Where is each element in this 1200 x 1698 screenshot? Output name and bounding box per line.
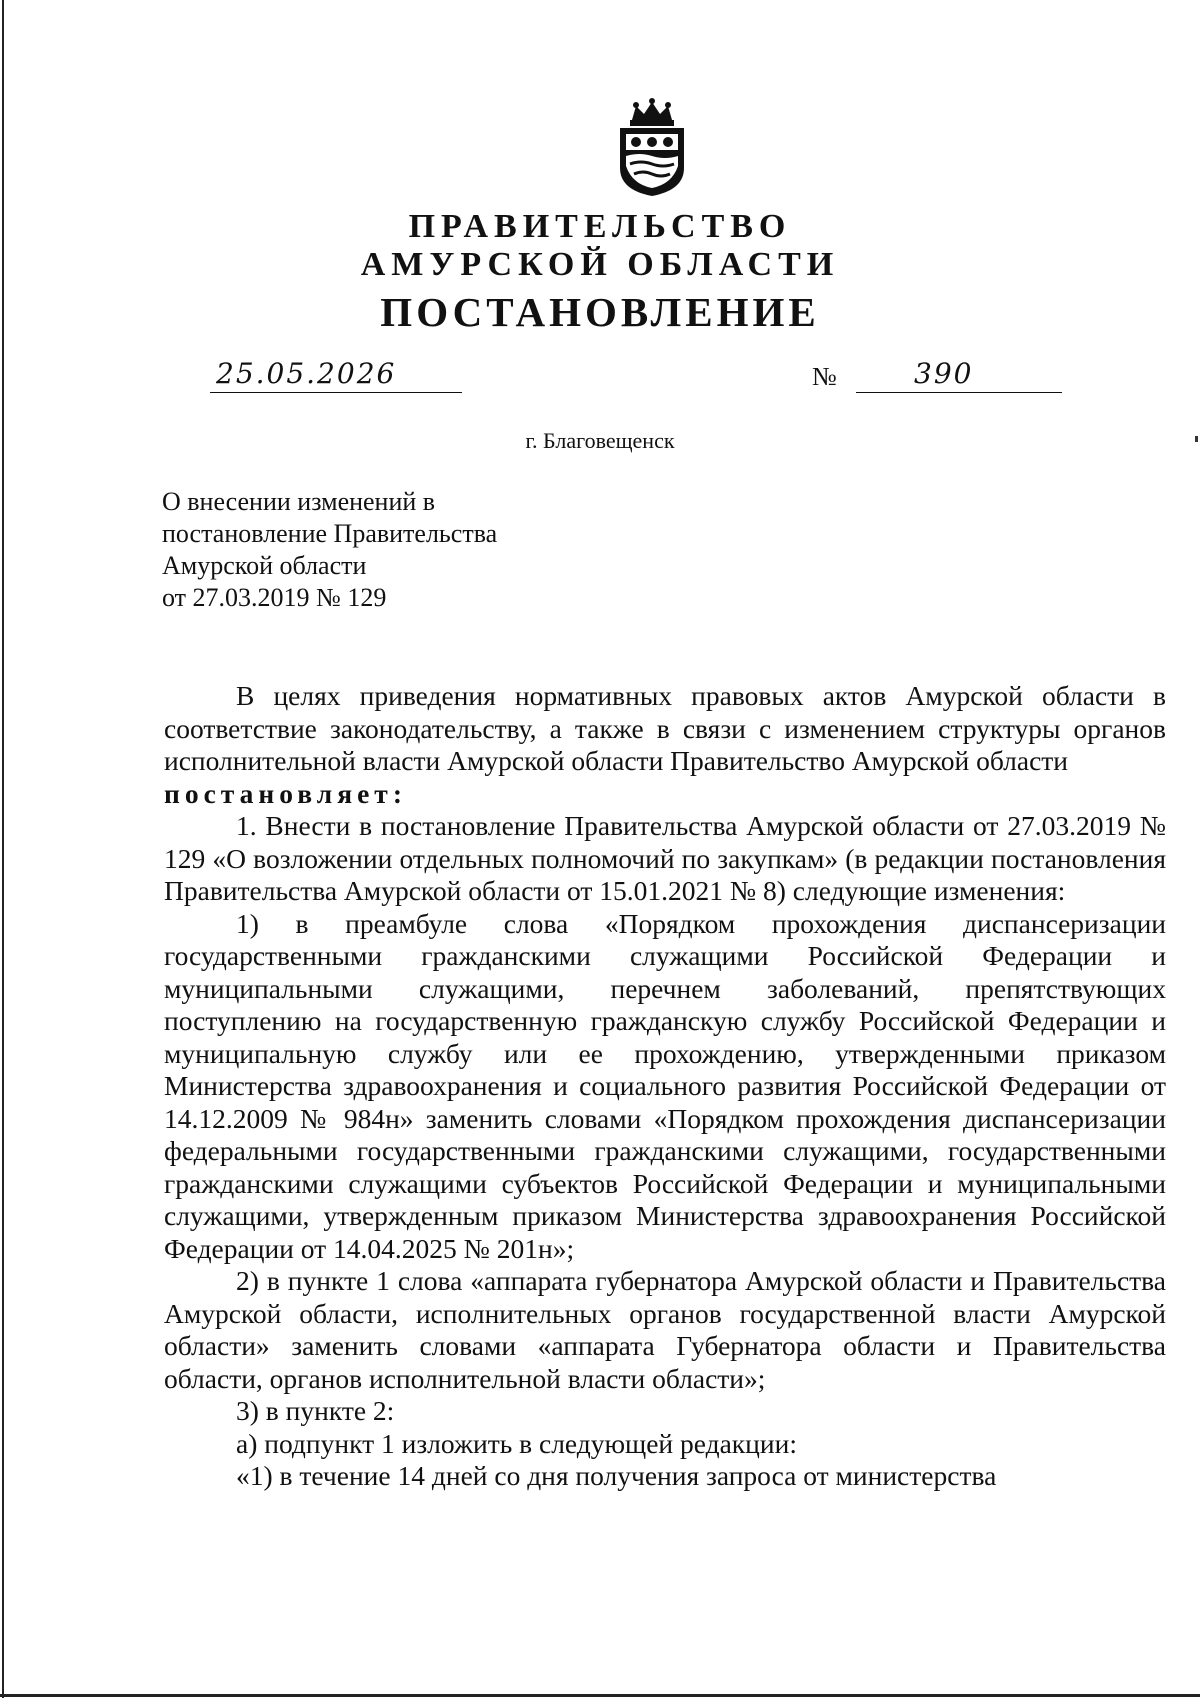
handwritten-number: 390 <box>914 357 974 390</box>
document-subject <box>162 486 497 614</box>
subject-line: от 27.03.2019 № 129 <box>162 583 387 612</box>
subject-line: постановление Правительства <box>162 519 498 548</box>
quoted-text-start: «1) в течение 14 дней со дня получения запроса от министерства <box>236 1460 997 1491</box>
document-body <box>164 680 1166 1493</box>
preamble-paragraph: В целях приведения нормативных правовых актов Амурской области в соответствие законодательству, а также в связи с изменением структуры органов исполнительной власти Амурской области Правительство Амурской области <box>164 680 1166 776</box>
subject-line: О внесении изменений в <box>162 487 436 516</box>
coat-of-arms-icon <box>612 98 692 198</box>
number-field <box>856 358 1062 393</box>
handwritten-date: 25.05.2026 <box>216 357 397 390</box>
org-name-line2: АМУРСКОЙ ОБЛАСТИ <box>360 246 840 283</box>
item-1-paragraph: 1. Внести в постановление Правительства Амурской области от 27.03.2019 № 129 «О возложении отдельных полномочий по закупкам» (в редакции постановления Правительства Амурской области от 15.01.2021 № 8) следующие изменения: <box>164 810 1166 906</box>
resolves-word: постановляет: <box>164 777 407 809</box>
org-name-line1: ПРАВИТЕЛЬСТВО <box>408 208 792 245</box>
date-field <box>210 358 462 393</box>
subitem-1-paragraph: 1) в преамбуле слова «Порядком прохождения диспансеризации государственными гражданскими служащими Российской Федерации и муниципальными служащими, перечнем заболеваний, препятствующих поступлению на государственную гражданскую службу Российской Федерации и муниципальную службу или ее прохождению, утвержденными приказом Министерства здравоохранения и социального развития Российской Федерации от 14.12.2009 № 984н» заменить словами «Порядком прохождения диспансеризации федеральными государственными гражданскими служащими, государственными гражданскими служащими субъектов Российской Федерации и муниципальными служащими, утвержденным приказом Министерства здравоохранения Российской Федерации от 14.04.2025 № 201н»; <box>164 907 1166 1264</box>
document-type-title: ПОСТАНОВЛЕНИЕ <box>380 289 820 335</box>
scan-border-bottom <box>0 1694 1200 1697</box>
city-label: г. Благовещенск <box>525 428 675 453</box>
number-sign: № <box>812 362 837 391</box>
subject-line: Амурской области <box>162 551 367 580</box>
subitem-2-paragraph: 2) в пункте 1 слова «аппарата губернатора Амурской области и Правительства Амурской области, исполнительных органов государственной власти Амурской области» заменить словами «аппарата Губернатора области и Правительства области, органов исполнительной власти области»; <box>164 1265 1166 1394</box>
subitem-3-paragraph: 3) в пункте 2: <box>236 1395 395 1426</box>
subitem-3a-paragraph: а) подпункт 1 изложить в следующей редакции: <box>236 1427 797 1459</box>
